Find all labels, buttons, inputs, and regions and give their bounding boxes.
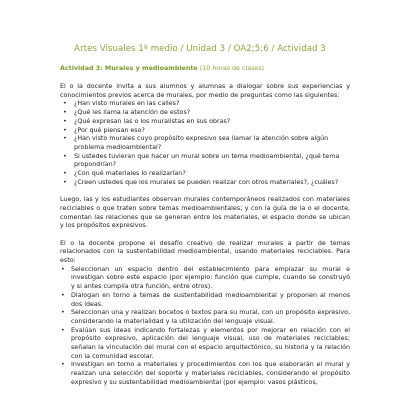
intro-paragraph: El o la docente invita a sus alumnos y alumnas a dialogar sobre sus experiencias y conocimientos previos acerca de murales, por medio de preguntas como las siguientes: [60, 83, 350, 99]
bullet-icon: • [61, 291, 65, 299]
spacer [60, 231, 350, 240]
list-item: • ¿Han visto murales cuyo propósito expresivo sea llamar la atención sobre algún problema medioambiental? [63, 135, 329, 151]
bullet-icon: • [63, 152, 67, 160]
activity-title-text: Actividad 3: Murales y medioambiente [60, 65, 198, 72]
bullet-icon: • [61, 361, 65, 369]
bullet-icon: • [61, 265, 65, 273]
bullet-icon: • [63, 100, 67, 108]
list-item: • ¿Creen ustedes que los murales se pueden realizar con otros materiales?, ¿cuáles? [63, 178, 339, 186]
list-item: • ¿Con qué materiales lo realizarían? [63, 170, 186, 178]
page-header: Artes Visuales 1º medio / Unidad 3 / OA2;5;6 / Actividad 3 [74, 44, 326, 54]
steps-list [60, 266, 350, 388]
bullet-icon: • [63, 126, 67, 134]
list-item: • Evalúan sus ideas indicando fortalezas y elementos por mejorar en relación con el propósito expresivo, aplicación del lenguaje visual, uso de materiales reciclables; señalan la vinculación del mural con el espacio arquitectónico, su historia y la relación con la comunidad escolar. [61, 326, 350, 360]
bullet-icon: • [63, 170, 67, 178]
list-item: • ¿Qué les llama la atención de estos? [63, 109, 191, 117]
list-item: • ¿Han visto murales en las calles? [63, 100, 180, 108]
activity-title [60, 64, 350, 73]
bullet-icon: • [63, 135, 67, 143]
list-item: • Dialogan en torno a temas de sustentabilidad medioambiental y proponen al menos dos ideas. [61, 291, 350, 308]
list-item: • Seleccionan un espacio dentro del establecimiento para emplazar su mural e investigan sobre este espacio (por ejemplo: función que cumple, cuando se construyó y si antes cumplía otra función, entre otros). [61, 265, 350, 291]
spacer [60, 187, 350, 196]
bullet-icon: • [63, 117, 67, 125]
list-item: • Seleccionan una y realizan bocetos o textos para su mural, con un propósito expresivo, considerando la materialidad y la utilización del lenguaje visual. [61, 309, 350, 325]
bullet-icon: • [63, 178, 67, 186]
list-item: • ¿Qué expresan las o los muralistas en sus obras? [63, 117, 231, 125]
paragraph-observe-murals: Luego, las y los estudiantes observan murales contemporáneos realizados con materiales reciclables o que traten sobre temas medioambientales; y con la guía de la o el docente, comentan las relaciones que se generan entre los materiales, el espacio donde se ubican y los propósitos expresivos. [60, 196, 350, 230]
list-item: • Investigan en torno a materiales y procedimientos con los que elaborarán el mural y realizan una selección del soporte y materiales reciclables, considerando el propósito expresivo y su sustentabilidad medioambiental (por ejemplo: vasos plásticos, [61, 361, 350, 386]
list-item: • Si ustedes tuvieran que hacer un mural sobre un tema medioambiental, ¿qué tema propondrían? [63, 152, 340, 169]
bullet-icon: • [61, 309, 65, 317]
questions-list [60, 100, 350, 187]
bullet-icon: • [61, 326, 65, 334]
list-item: • ¿Por qué piensan eso? [63, 126, 145, 134]
paragraph-creative-challenge: El o la docente propone el desafío creativo de realizar murales a partir de temas relacionados con la sustentabilidad medioambiental, usando materiales reciclables. Para esto: [60, 239, 350, 265]
activity-hours: (10 horas de clases) [199, 65, 265, 72]
document-body [60, 64, 350, 388]
bullet-icon: • [63, 109, 67, 117]
